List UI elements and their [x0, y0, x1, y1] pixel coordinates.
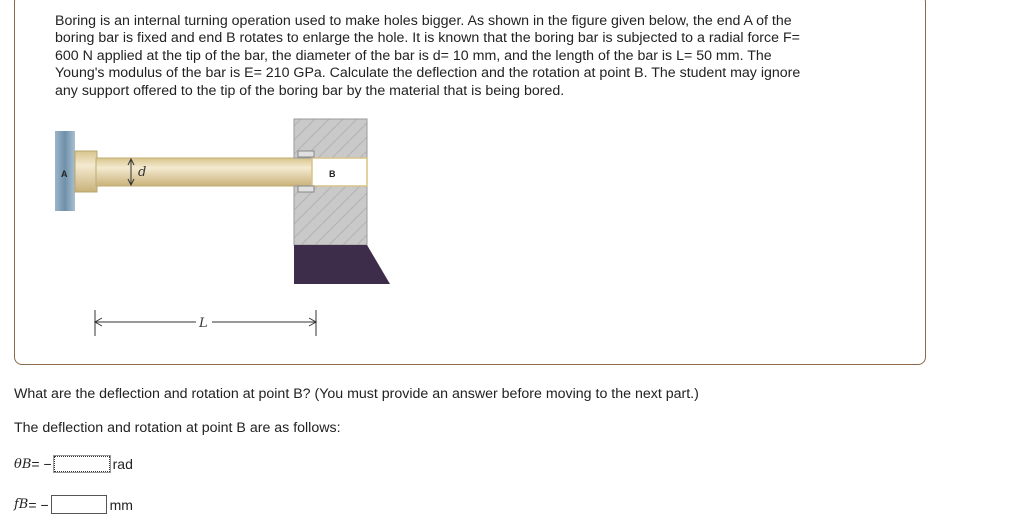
- problem-line: boring bar is fixed and end B rotates to enlarge the hole. It is known that the boring bar is subjected to a radial force F=: [55, 30, 800, 47]
- deflection-answer-input[interactable]: [51, 495, 107, 514]
- workpiece-lower: [294, 186, 367, 245]
- theta-answer-input[interactable]: [54, 456, 110, 472]
- label-b: B: [329, 169, 336, 179]
- problem-line: any support offered to the tip of the boring bar by the material that is being bored.: [55, 82, 565, 99]
- theta-answer-row: [14, 456, 133, 472]
- problem-line: 600 N applied at the tip of the bar, the diameter of the bar is d= 10 mm, and the length of the bar is L= 50 mm. The: [55, 47, 772, 64]
- problem-line: Boring is an internal turning operation used to make holes bigger. As shown in the figure given below, the end A of the: [55, 13, 792, 29]
- answer-intro: The deflection and rotation at point B are as follows:: [14, 420, 341, 436]
- label-d: d: [138, 165, 147, 180]
- deflection-answer-row: [14, 495, 133, 514]
- theta-symbol: θB: [14, 456, 32, 472]
- cutting-tool-lower: [298, 186, 314, 192]
- deflection-symbol: fB: [14, 497, 29, 512]
- theta-prefix: = −: [31, 456, 52, 472]
- deflection-prefix: = −: [28, 496, 49, 513]
- clamp: [294, 245, 390, 284]
- problem-line: Young's modulus of the bar is E= 210 GPa. Calculate the deflection and the rotation at point B. The student may ignore: [55, 65, 801, 82]
- cutting-tool: [298, 151, 314, 157]
- label-a: A: [61, 169, 68, 179]
- bored-hole: [312, 158, 367, 186]
- label-l: L: [199, 316, 208, 331]
- question-text: What are the deflection and rotation at point B? (You must provide an answer before moving to the next part.): [14, 386, 699, 402]
- theta-unit: rad: [112, 456, 133, 472]
- boring-bar: [96, 158, 312, 186]
- deflection-unit: mm: [109, 496, 133, 513]
- bar-flange: [75, 151, 97, 192]
